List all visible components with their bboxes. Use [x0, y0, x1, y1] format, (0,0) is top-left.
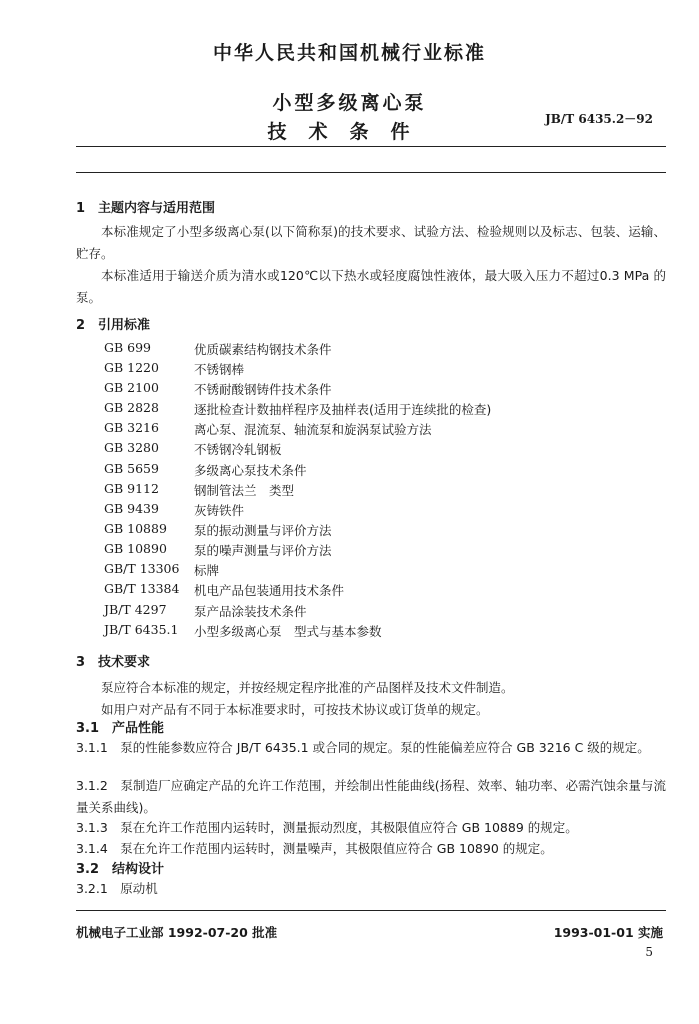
reference-title: 钢制管法兰 类型 — [194, 483, 295, 498]
reference-code: GB 5659 — [104, 461, 159, 476]
reference-code: GB 9112 — [104, 481, 159, 496]
reference-title: 多级离心泵技术条件 — [194, 463, 307, 478]
issuing-organization: 中华人民共和国机械行业标准 — [212, 42, 486, 64]
section-1-heading: 1 主题内容与适用范围 — [76, 201, 216, 216]
reference-title: 不锈钢冷轧钢板 — [194, 442, 282, 457]
reference-title: 优质碳素结构钢技术条件 — [194, 342, 332, 357]
standard-number: JB/T 6435.2－92 — [545, 112, 653, 126]
reference-code: GB/T 13384 — [104, 581, 180, 596]
section-3-1-heading: 3.1 产品性能 — [76, 721, 165, 736]
reference-title: 泵的振动测量与评价方法 — [194, 523, 332, 538]
clause-3-2-1: 3.2.1 原动机 — [76, 881, 158, 896]
section-1-paragraph-1: 本标准规定了小型多级离心泵(以下简称泵)的技术要求、试验方法、检验规则以及标志、包装、运输、贮存。 — [76, 224, 666, 261]
reference-code: GB 2100 — [104, 380, 159, 395]
document-title-line1: 小型多级离心泵 — [272, 92, 427, 114]
section-3-2-heading: 3.2 结构设计 — [76, 862, 165, 877]
clause-3-1-4: 3.1.4 泵在允许工作范围内运转时，测量噪声，其极限值应符合 GB 10890 的规定。 — [76, 841, 553, 856]
section-3-paragraph-2: 如用户对产品有不同于本标准要求时，可按技术协议或订货单的规定。 — [101, 702, 489, 717]
reference-title: 机电产品包装通用技术条件 — [194, 583, 345, 598]
footer-rule — [76, 910, 666, 911]
reference-code: GB 3216 — [104, 420, 159, 435]
document-title-line2: 技术条件 — [267, 121, 432, 143]
reference-code: GB 2828 — [104, 400, 159, 415]
reference-title: 不锈耐酸钢铸件技术条件 — [194, 382, 332, 397]
section-1-paragraph-2: 本标准适用于输送介质为清水或120℃以下热水或轻度腐蚀性液体，最大吸入压力不超过0.3 MPa 的泵。 — [76, 268, 666, 305]
reference-title: 标牌 — [194, 563, 220, 578]
reference-title: 小型多级离心泵 型式与基本参数 — [194, 624, 382, 639]
clause-3-1-2: 3.1.2 泵制造厂应确定产品的允许工作范围，并绘制出性能曲线(扬程、效率、轴功率、必需汽蚀余量与流量关系曲线)。 — [76, 778, 666, 815]
reference-title: 泵的噪声测量与评价方法 — [194, 543, 332, 558]
implementation-date: 1993-01-01 实施 — [553, 925, 663, 940]
section-2-heading: 2 引用标准 — [76, 318, 151, 333]
reference-code: JB/T 4297 — [104, 602, 167, 617]
section-3-heading: 3 技术要求 — [76, 655, 151, 670]
approval-note: 机械电子工业部 1992-07-20 批准 — [76, 925, 278, 940]
reference-title: 离心泵、混流泵、轴流泵和旋涡泵试验方法 — [194, 422, 432, 437]
reference-code: GB 1220 — [104, 360, 159, 375]
clause-3-1-3: 3.1.3 泵在允许工作范围内运转时，测量振动烈度，其极限值应符合 GB 10889 的规定。 — [76, 820, 578, 835]
page-number: 5 — [645, 945, 653, 959]
reference-title: 不锈钢棒 — [194, 362, 245, 377]
reference-code: JB/T 6435.1 — [104, 622, 179, 637]
reference-code: GB/T 13306 — [104, 561, 180, 576]
reference-code: GB 699 — [104, 340, 152, 355]
reference-title: 逐批检查计数抽样程序及抽样表(适用于连续批的检查) — [194, 402, 492, 417]
header-rule-bottom — [76, 172, 666, 173]
reference-title: 泵产品涂装技术条件 — [194, 604, 307, 619]
header-rule-top — [76, 146, 666, 147]
reference-code: GB 3280 — [104, 440, 159, 455]
clause-3-1-1: 3.1.1 泵的性能参数应符合 JB/T 6435.1 或合同的规定。泵的性能偏差应符合 GB 3216 C 级的规定。 — [76, 740, 650, 755]
reference-code: GB 10889 — [104, 521, 167, 536]
reference-title: 灰铸铁件 — [194, 503, 245, 518]
reference-code: GB 9439 — [104, 501, 159, 516]
reference-code: GB 10890 — [104, 541, 167, 556]
section-3-paragraph-1: 泵应符合本标准的规定，并按经规定程序批准的产品图样及技术文件制造。 — [101, 680, 514, 695]
